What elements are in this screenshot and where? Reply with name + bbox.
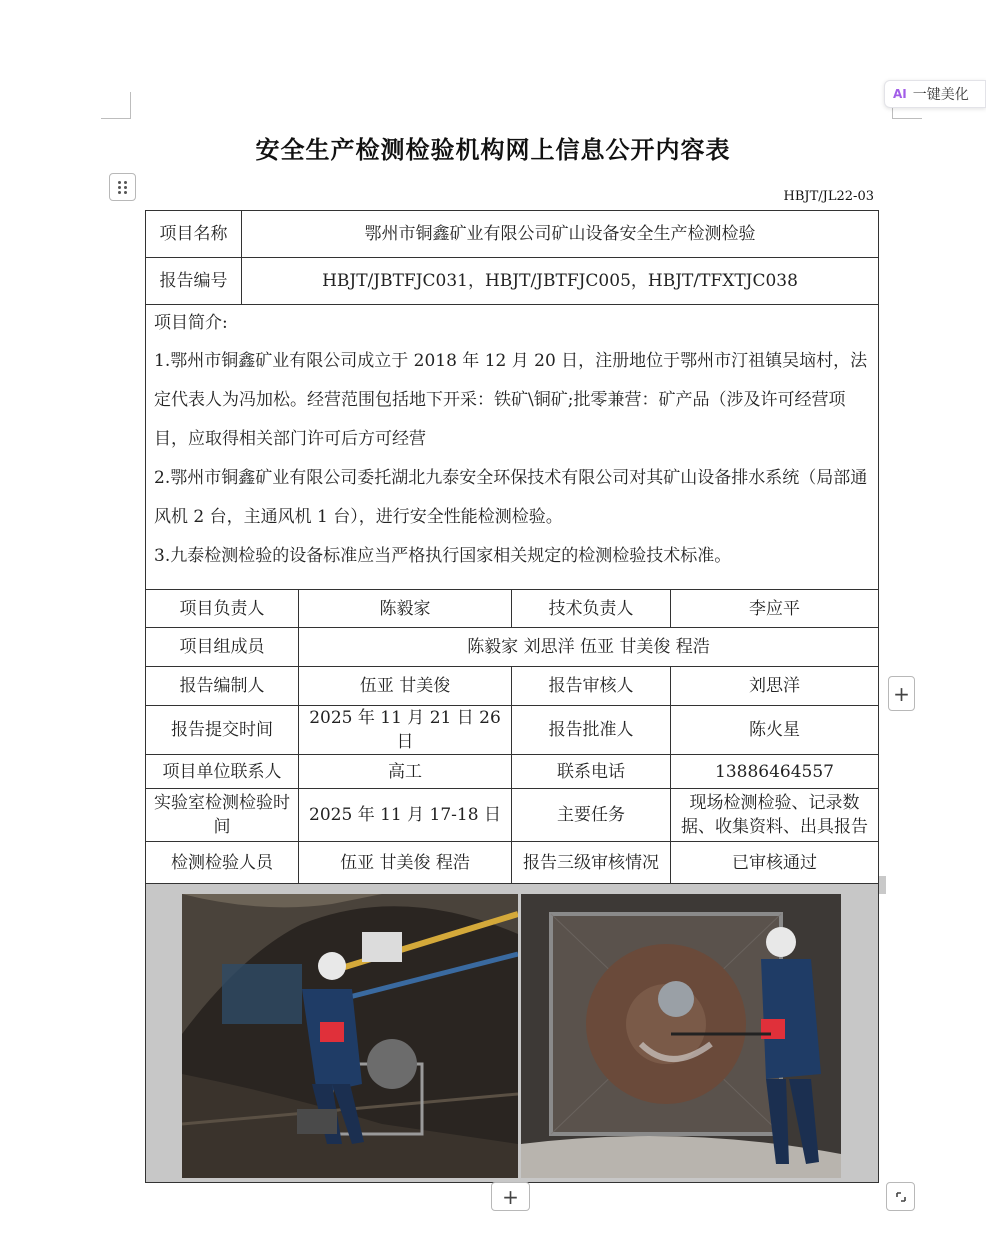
inspectors-value: 伍亚 甘美俊 程浩: [299, 842, 512, 884]
members-label: 项目组成员: [146, 628, 299, 667]
ai-icon: AI: [893, 87, 907, 101]
phone-value: 13886464557: [671, 755, 879, 789]
table-drag-handle[interactable]: [109, 173, 136, 201]
drag-handle-icon: [118, 181, 127, 194]
resize-icon: [894, 1190, 908, 1204]
compiler-value: 伍亚 甘美俊: [299, 667, 512, 706]
photo-row: [146, 884, 879, 1183]
phone-label: 联系电话: [512, 755, 671, 789]
margin-corner-mark: [130, 92, 131, 119]
site-photo-ventilation-fan[interactable]: [521, 894, 841, 1178]
task-label: 主要任务: [512, 789, 671, 842]
contact-label: 项目单位联系人: [146, 755, 299, 789]
submit-time-value: 2025 年 11 月 21 日 26 日: [299, 706, 512, 755]
info-table: [145, 210, 879, 1183]
scroll-marker: [879, 876, 886, 894]
intro-paragraph: 1.鄂州市铜鑫矿业有限公司成立于 2018 年 12 月 20 日，注册地位于鄂州市汀祖镇吴垴村，法定代表人为冯加松。经营范围包括地下开采：铁矿\铜矿;批零兼营：矿产品（涉及许可经营项目，应取得相关部门许可后方可经营: [154, 351, 868, 449]
table-resize-handle[interactable]: [886, 1182, 915, 1211]
submit-time-label: 报告提交时间: [146, 706, 299, 755]
tech-leader-value: 李应平: [671, 590, 879, 628]
tech-leader-label: 技术负责人: [512, 590, 671, 628]
site-photo-mine-tunnel[interactable]: [182, 894, 518, 1178]
intro-title: 项目简介:: [154, 313, 228, 333]
ai-beautify-label: 一键美化: [912, 87, 969, 103]
project-leader-label: 项目负责人: [146, 590, 299, 628]
report-no-label: 报告编号: [146, 258, 242, 305]
project-leader-value: 陈毅家: [299, 590, 512, 628]
reviewer-value: 刘思洋: [671, 667, 879, 706]
add-column-button[interactable]: [491, 1182, 530, 1211]
intro-paragraph: 2.鄂州市铜鑫矿业有限公司委托湖北九泰安全环保技术有限公司对其矿山设备排水系统（局部通风机 2 台，主通风机 1 台），进行安全性能检测检验。: [154, 468, 868, 527]
margin-corner-mark: [892, 118, 922, 119]
three-level-review-label: 报告三级审核情况: [512, 842, 671, 884]
three-level-review-value: 已审核通过: [671, 842, 879, 884]
compiler-label: 报告编制人: [146, 667, 299, 706]
project-intro: [146, 305, 879, 590]
approver-label: 报告批准人: [512, 706, 671, 755]
inspectors-label: 检测检验人员: [146, 842, 299, 884]
add-row-button[interactable]: [888, 676, 915, 711]
plus-icon: +: [502, 1184, 519, 1209]
members-value: 陈毅家 刘思洋 伍亚 甘美俊 程浩: [299, 628, 879, 667]
project-name-label: 项目名称: [146, 211, 242, 258]
intro-paragraph: 3.九泰检测检验的设备标准应当严格执行国家相关规定的检测检验技术标准。: [154, 546, 732, 566]
report-no-value: HBJT/JBTFJC031，HBJT/JBTFJC005，HBJT/TFXTJC038: [242, 258, 879, 305]
plus-icon: +: [893, 681, 910, 706]
contact-value: 高工: [299, 755, 512, 789]
document-title: 安全生产检测检验机构网上信息公开内容表: [255, 135, 731, 164]
lab-time-label: 实验室检测检验时间: [146, 789, 299, 842]
margin-corner-mark: [101, 118, 131, 119]
approver-value: 陈火星: [671, 706, 879, 755]
ai-beautify-button[interactable]: [884, 80, 986, 108]
form-code: HBJT/JL22-03: [783, 189, 874, 204]
reviewer-label: 报告审核人: [512, 667, 671, 706]
task-value: 现场检测检验、记录数据、收集资料、出具报告: [671, 789, 879, 842]
lab-time-value: 2025 年 11 月 17-18 日: [299, 789, 512, 842]
project-name-value: 鄂州市铜鑫矿业有限公司矿山设备安全生产检测检验: [242, 211, 879, 258]
